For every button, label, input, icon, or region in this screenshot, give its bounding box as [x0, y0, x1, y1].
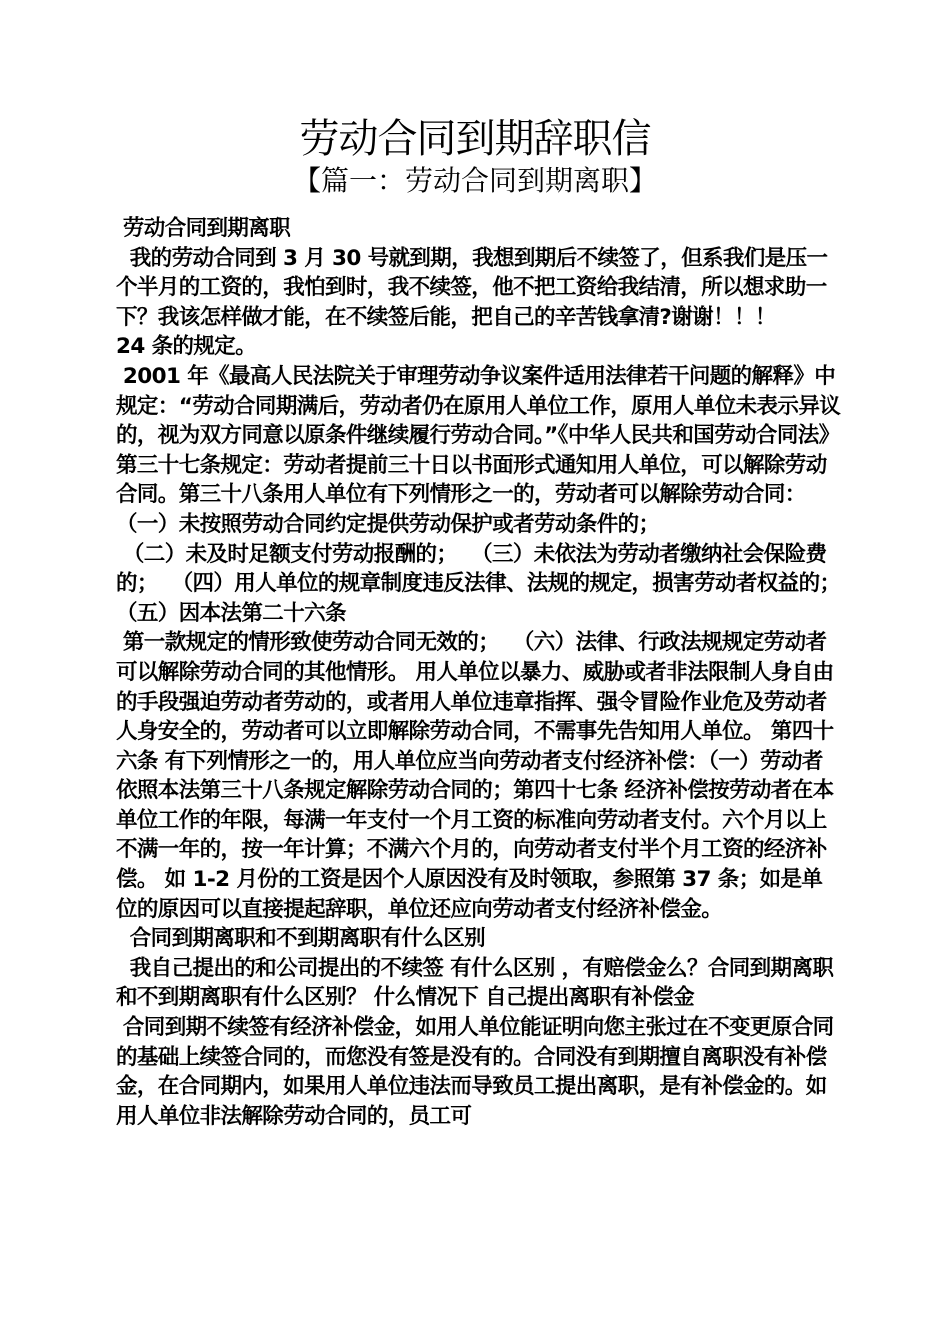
document-body	[116, 214, 855, 1131]
paragraph-compensation-rules: 第一款规定的情形致使劳动合同无效的； （六）法律、行政法规规定劳动者可以解除劳动合同的其他情形。 用人单位以暴力、威胁或者非法限制人身自由的手段强迫劳动者劳动的，或者用人单位违章指挥、强令冒险作业危及劳动者人身安全的，劳动者可以立即解除劳动合同，不需事先告知用人单位。 第四十六条 有下列情形之一的，用人单位应当向劳动者支付经济补偿：（一）劳动者依照本法第三十八条规定解除劳动合同的；第四十七条 经济补偿按劳动者在本单位工作的年限，每满一年支付一个月工资的标准向劳动者支付。六个月以上不满一年的，按一年计算；不满六个月的，向劳动者支付半个月工资的经济补偿。 如 1-2 月份的工资是因个人原因没有及时领取，参照第 37 条；如是单位的原因可以直接提起辞职，单位还应向劳动者支付经济补偿金。	[116, 630, 834, 922]
paragraph-article-24: 24 条的规定。	[116, 334, 257, 360]
paragraph-circumstances-2-5: （二）未及时足额支付劳动报酬的； （三）未依法为劳动者缴纳社会保险费的； （四）用人单位的规章制度违反法律、法规的规定，损害劳动者权益的； （五）因本法第二十六条	[116, 541, 855, 626]
document-subtitle: 【篇一：劳动合同到期离职】	[292, 164, 657, 197]
paragraph-difference-question: 我自己提出的和公司提出的不续签 有什么区别 ，有赔偿金么？合同到期离职和不到期离职有什么区别？ 什么情况下 自己提出离职有补偿金	[116, 955, 834, 1011]
paragraph-heading-difference: 合同到期离职和不到期离职有什么区别	[116, 926, 486, 952]
paragraph-heading-contract-expiry: 劳动合同到期离职	[116, 216, 291, 241]
paragraph-2001-interpretation: 2001 年《最高人民法院关于审理劳动争议案件适用法律若干问题的解释》中规定：“劳动合同期满后，劳动者仍在原用人单位工作，原用人单位未表示异议的，视为双方同意以原条件继续履行劳动合同。”《中华人民共和国劳动合同法》第三十七条规定：劳动者提前三十日以书面形式通知用人单位，可以解除劳动合同。第三十八条用人单位有下列情形之一的，劳动者可以解除劳动合同： （一）未按照劳动合同约定提供劳动保护或者劳动条件的；	[116, 363, 841, 537]
document-title: 劳动合同到期辞职信	[299, 116, 651, 162]
paragraph-difference-answer: 合同到期不续签有经济补偿金，如用人单位能证明向您主张过在不变更原合同的基础上续签合同的，而您没有签是没有的。合同没有到期擅自离职没有补偿金，在合同期内，如果用人单位违法而导致员工提出离职，是有补偿金的。如用人单位非法解除劳动合同的，员工可	[116, 1015, 834, 1129]
paragraph-question: 我的劳动合同到 3 月 30 号就到期，我想到期后不续签了，但系我们是压一个半月的工资的，我怕到时，我不续签，他不把工资给我结清，所以想求助一下？我该怎样做才能，在不续签后能，把自己的辛苦钱拿清?谢谢！！！	[116, 245, 828, 330]
